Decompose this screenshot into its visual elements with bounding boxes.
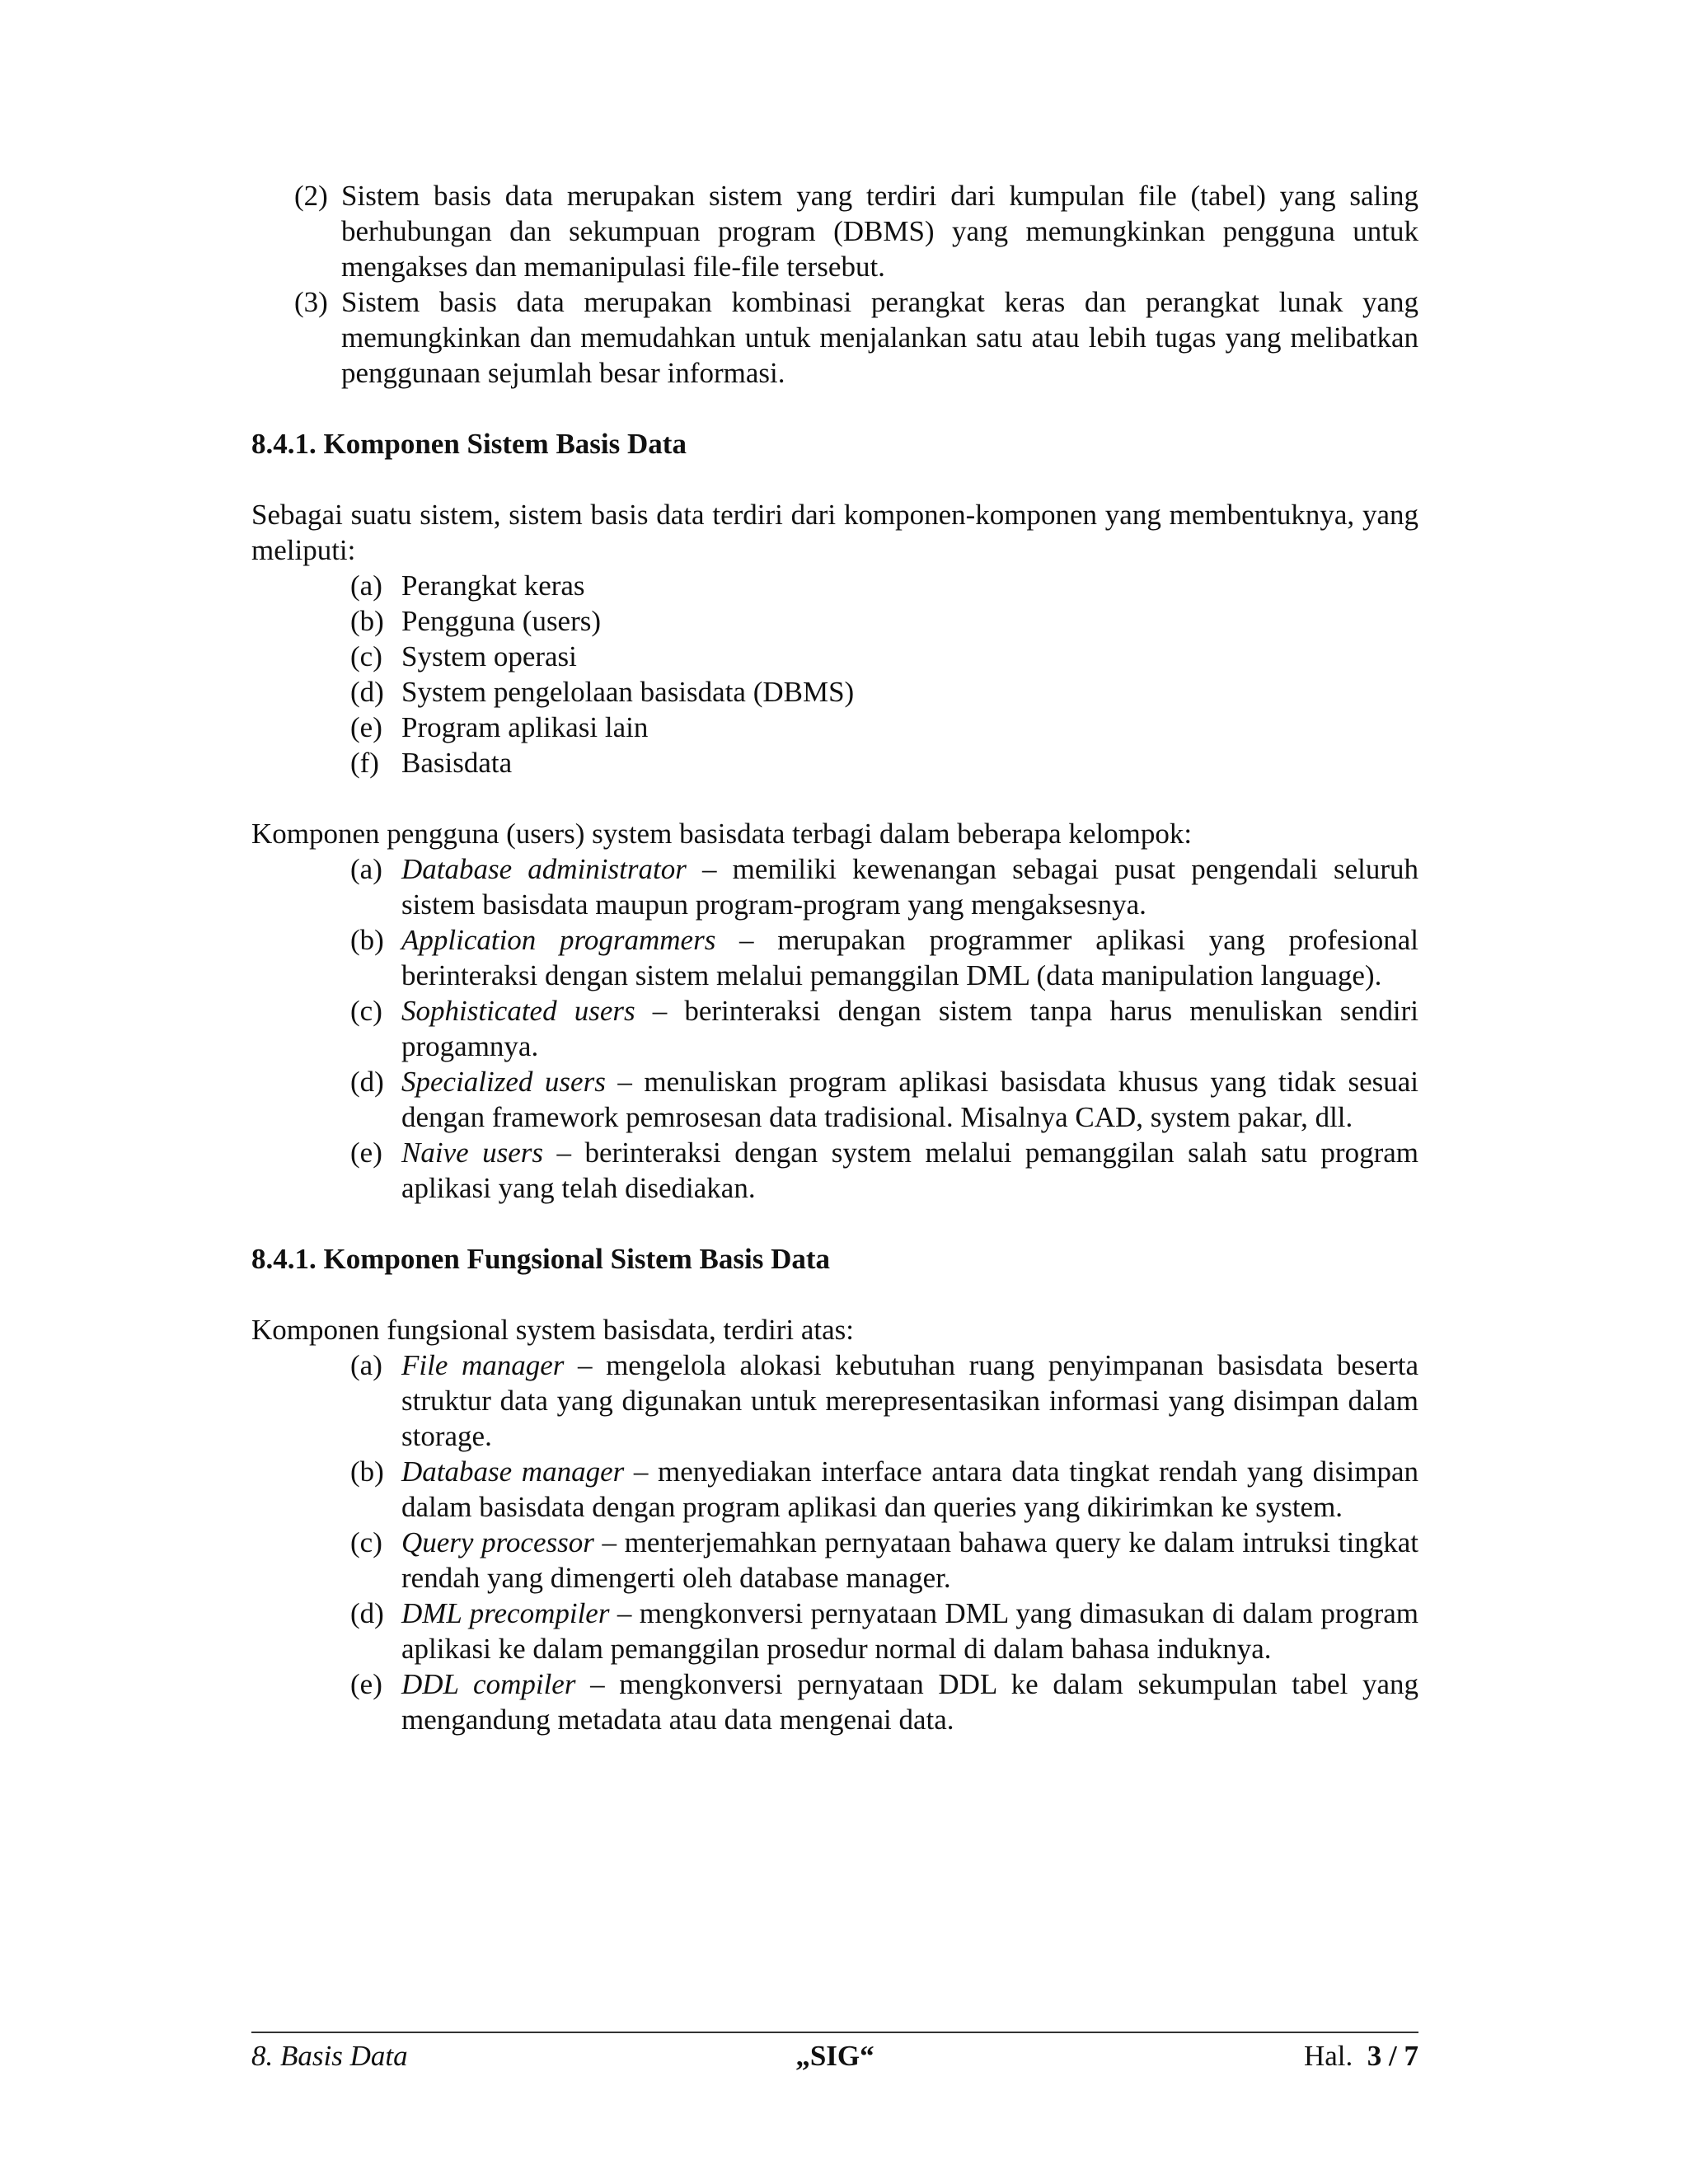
list-item <box>350 922 1418 993</box>
list-item <box>350 1064 1418 1135</box>
term: Specialized users <box>401 1066 606 1098</box>
list-item-text <box>401 922 1418 993</box>
list-item-text <box>401 1596 1418 1666</box>
footer-title: „SIG“ <box>795 2040 874 2072</box>
page-footer <box>251 2037 1418 2075</box>
spacer <box>251 780 1418 816</box>
term: Database administrator <box>401 853 687 885</box>
footer-chapter: 8. Basis Data <box>251 2040 408 2072</box>
list-item <box>350 1596 1418 1666</box>
term: Application programmers <box>401 924 716 956</box>
list-item-label: (d) <box>350 676 384 708</box>
list-item-text: Perangkat keras <box>401 569 585 602</box>
list-item-label: (c) <box>350 640 382 673</box>
list-item-text: Sistem basis data merupakan kombinasi perangkat keras dan perangkat lunak yang memungkinkan dan memudahkan untuk menjalankan satu atau lebih tugas yang melibatkan penggunaan sejumlah besar informasi. <box>341 286 1418 389</box>
list-item-text <box>401 1454 1418 1525</box>
list-item-label: (a) <box>350 569 382 602</box>
users-list <box>251 851 1418 1206</box>
list-item-text: Program aplikasi lain <box>401 711 649 743</box>
list-item-label: (b) <box>350 924 384 956</box>
list-item-text <box>401 1347 1418 1454</box>
list-item-label: (a) <box>350 1349 382 1381</box>
list-item <box>350 993 1418 1064</box>
list-item <box>350 674 1418 710</box>
list-item-text: Pengguna (users) <box>401 605 602 637</box>
page-count: 3 / 7 <box>1367 2040 1418 2072</box>
section-paragraph: Komponen fungsional system basisdata, terdiri atas: <box>251 1314 854 1346</box>
list-item <box>350 1347 1418 1454</box>
list-item <box>350 1666 1418 1737</box>
list-item-text <box>401 1064 1418 1135</box>
definition: – memiliki kewenangan sebagai pusat pengendali seluruh sistem basisdata maupun program-program yang mengaksesnya. <box>401 853 1418 921</box>
definition: – mengelola alokasi kebutuhan ruang penyimpanan basisdata beserta struktur data yang digunakan untuk merepresentasikan informasi yang disimpan dalam storage. <box>401 1349 1418 1452</box>
list-item-label: (e) <box>350 1668 382 1700</box>
list-item-label: (c) <box>350 1526 382 1558</box>
footer-page-number <box>1304 2037 1418 2075</box>
list-item-text: System operasi <box>401 640 577 673</box>
list-item-label: (d) <box>350 1597 384 1629</box>
users-paragraph: Komponen pengguna (users) system basisdata terbagi dalam beberapa kelompok: <box>251 818 1193 850</box>
definition: – mengkonversi pernyataan DDL ke dalam sekumpulan tabel yang mengandung metadata atau data mengenai data. <box>401 1668 1418 1736</box>
list-item-label: (b) <box>350 605 384 637</box>
list-item-label: (e) <box>350 711 382 743</box>
page-prefix: Hal. <box>1303 2040 1353 2072</box>
list-item-text <box>401 1525 1418 1596</box>
section-heading-komponen: 8.4.1. Komponen Sistem Basis Data <box>251 428 687 460</box>
list-item <box>350 1135 1418 1206</box>
page-content <box>251 178 1418 1737</box>
list-item-label: (c) <box>350 995 382 1027</box>
list-item-text <box>401 1666 1418 1737</box>
term: Naive users <box>401 1137 544 1169</box>
term: DDL compiler <box>401 1668 576 1700</box>
list-item <box>350 710 1418 745</box>
section-heading-fungsional: 8.4.1. Komponen Fungsional Sistem Basis Data <box>251 1243 831 1275</box>
term: Database manager <box>401 1455 625 1488</box>
list-item <box>350 603 1418 639</box>
footer-divider <box>251 2032 1418 2033</box>
definition: – menyediakan interface antara data tingkat rendah yang disimpan dalam basisdata dengan program aplikasi dan queries yang dikirimkan ke system. <box>401 1455 1418 1523</box>
list-item <box>350 851 1418 922</box>
section-paragraph: Sebagai suatu sistem, sistem basis data terdiri dari komponen-komponen yang membentuknya, yang meliputi: <box>251 499 1418 566</box>
functional-list <box>251 1347 1418 1737</box>
definition: – menterjemahkan pernyataan bahawa query ke dalam intruksi tingkat rendah yang dimengerti oleh database manager. <box>401 1526 1418 1594</box>
definition: – berinteraksi dengan sistem tanpa harus menuliskan sendiri progamnya. <box>401 995 1419 1062</box>
definition: – merupakan programmer aplikasi yang profesional berinteraksi dengan sistem melalui pemanggilan DML (data manipulation language). <box>401 924 1418 991</box>
definition: – menuliskan program aplikasi basisdata khusus yang tidak sesuai dengan framework pemrosesan data tradisional. Misalnya CAD, system pakar, dll. <box>401 1066 1418 1133</box>
list-item-label: (a) <box>350 853 382 885</box>
list-item-label: (2) <box>294 180 328 212</box>
list-item-label: (3) <box>294 286 328 318</box>
list-item-text <box>401 1135 1418 1206</box>
list-item <box>350 568 1418 603</box>
list-item <box>350 745 1418 780</box>
components-list <box>251 568 1418 780</box>
list-item <box>350 639 1418 674</box>
term: Sophisticated users <box>401 995 635 1027</box>
list-item <box>294 284 1418 391</box>
list-item-label: (b) <box>350 1455 384 1488</box>
term: DML precompiler <box>401 1597 610 1629</box>
definition: – berinteraksi dengan system melalui pemanggilan salah satu program aplikasi yang telah disediakan. <box>401 1137 1418 1204</box>
list-item <box>350 1454 1418 1525</box>
definition: – mengkonversi pernyataan DML yang dimasukan di dalam program aplikasi ke dalam pemanggilan prosedur normal di dalam bahasa induknya. <box>401 1597 1418 1665</box>
list-item <box>350 1525 1418 1596</box>
list-item-label: (f) <box>350 747 379 779</box>
list-item-label: (e) <box>350 1137 382 1169</box>
list-item-text: Sistem basis data merupakan sistem yang terdiri dari kumpulan file (tabel) yang saling berhubungan dan sekumpuan program (DBMS) yang memungkinkan pengguna untuk mengakses dan memanipulasi file-file tersebut. <box>341 180 1418 283</box>
term: Query processor <box>401 1526 594 1558</box>
list-item <box>294 178 1418 284</box>
list-item-text: System pengelolaan basisdata (DBMS) <box>401 676 855 708</box>
term: File manager <box>401 1349 565 1381</box>
intro-numbered-list <box>251 178 1418 391</box>
list-item-label: (d) <box>350 1066 384 1098</box>
list-item-text <box>401 851 1418 922</box>
list-item-text: Basisdata <box>401 747 513 779</box>
list-item-text <box>401 993 1418 1064</box>
